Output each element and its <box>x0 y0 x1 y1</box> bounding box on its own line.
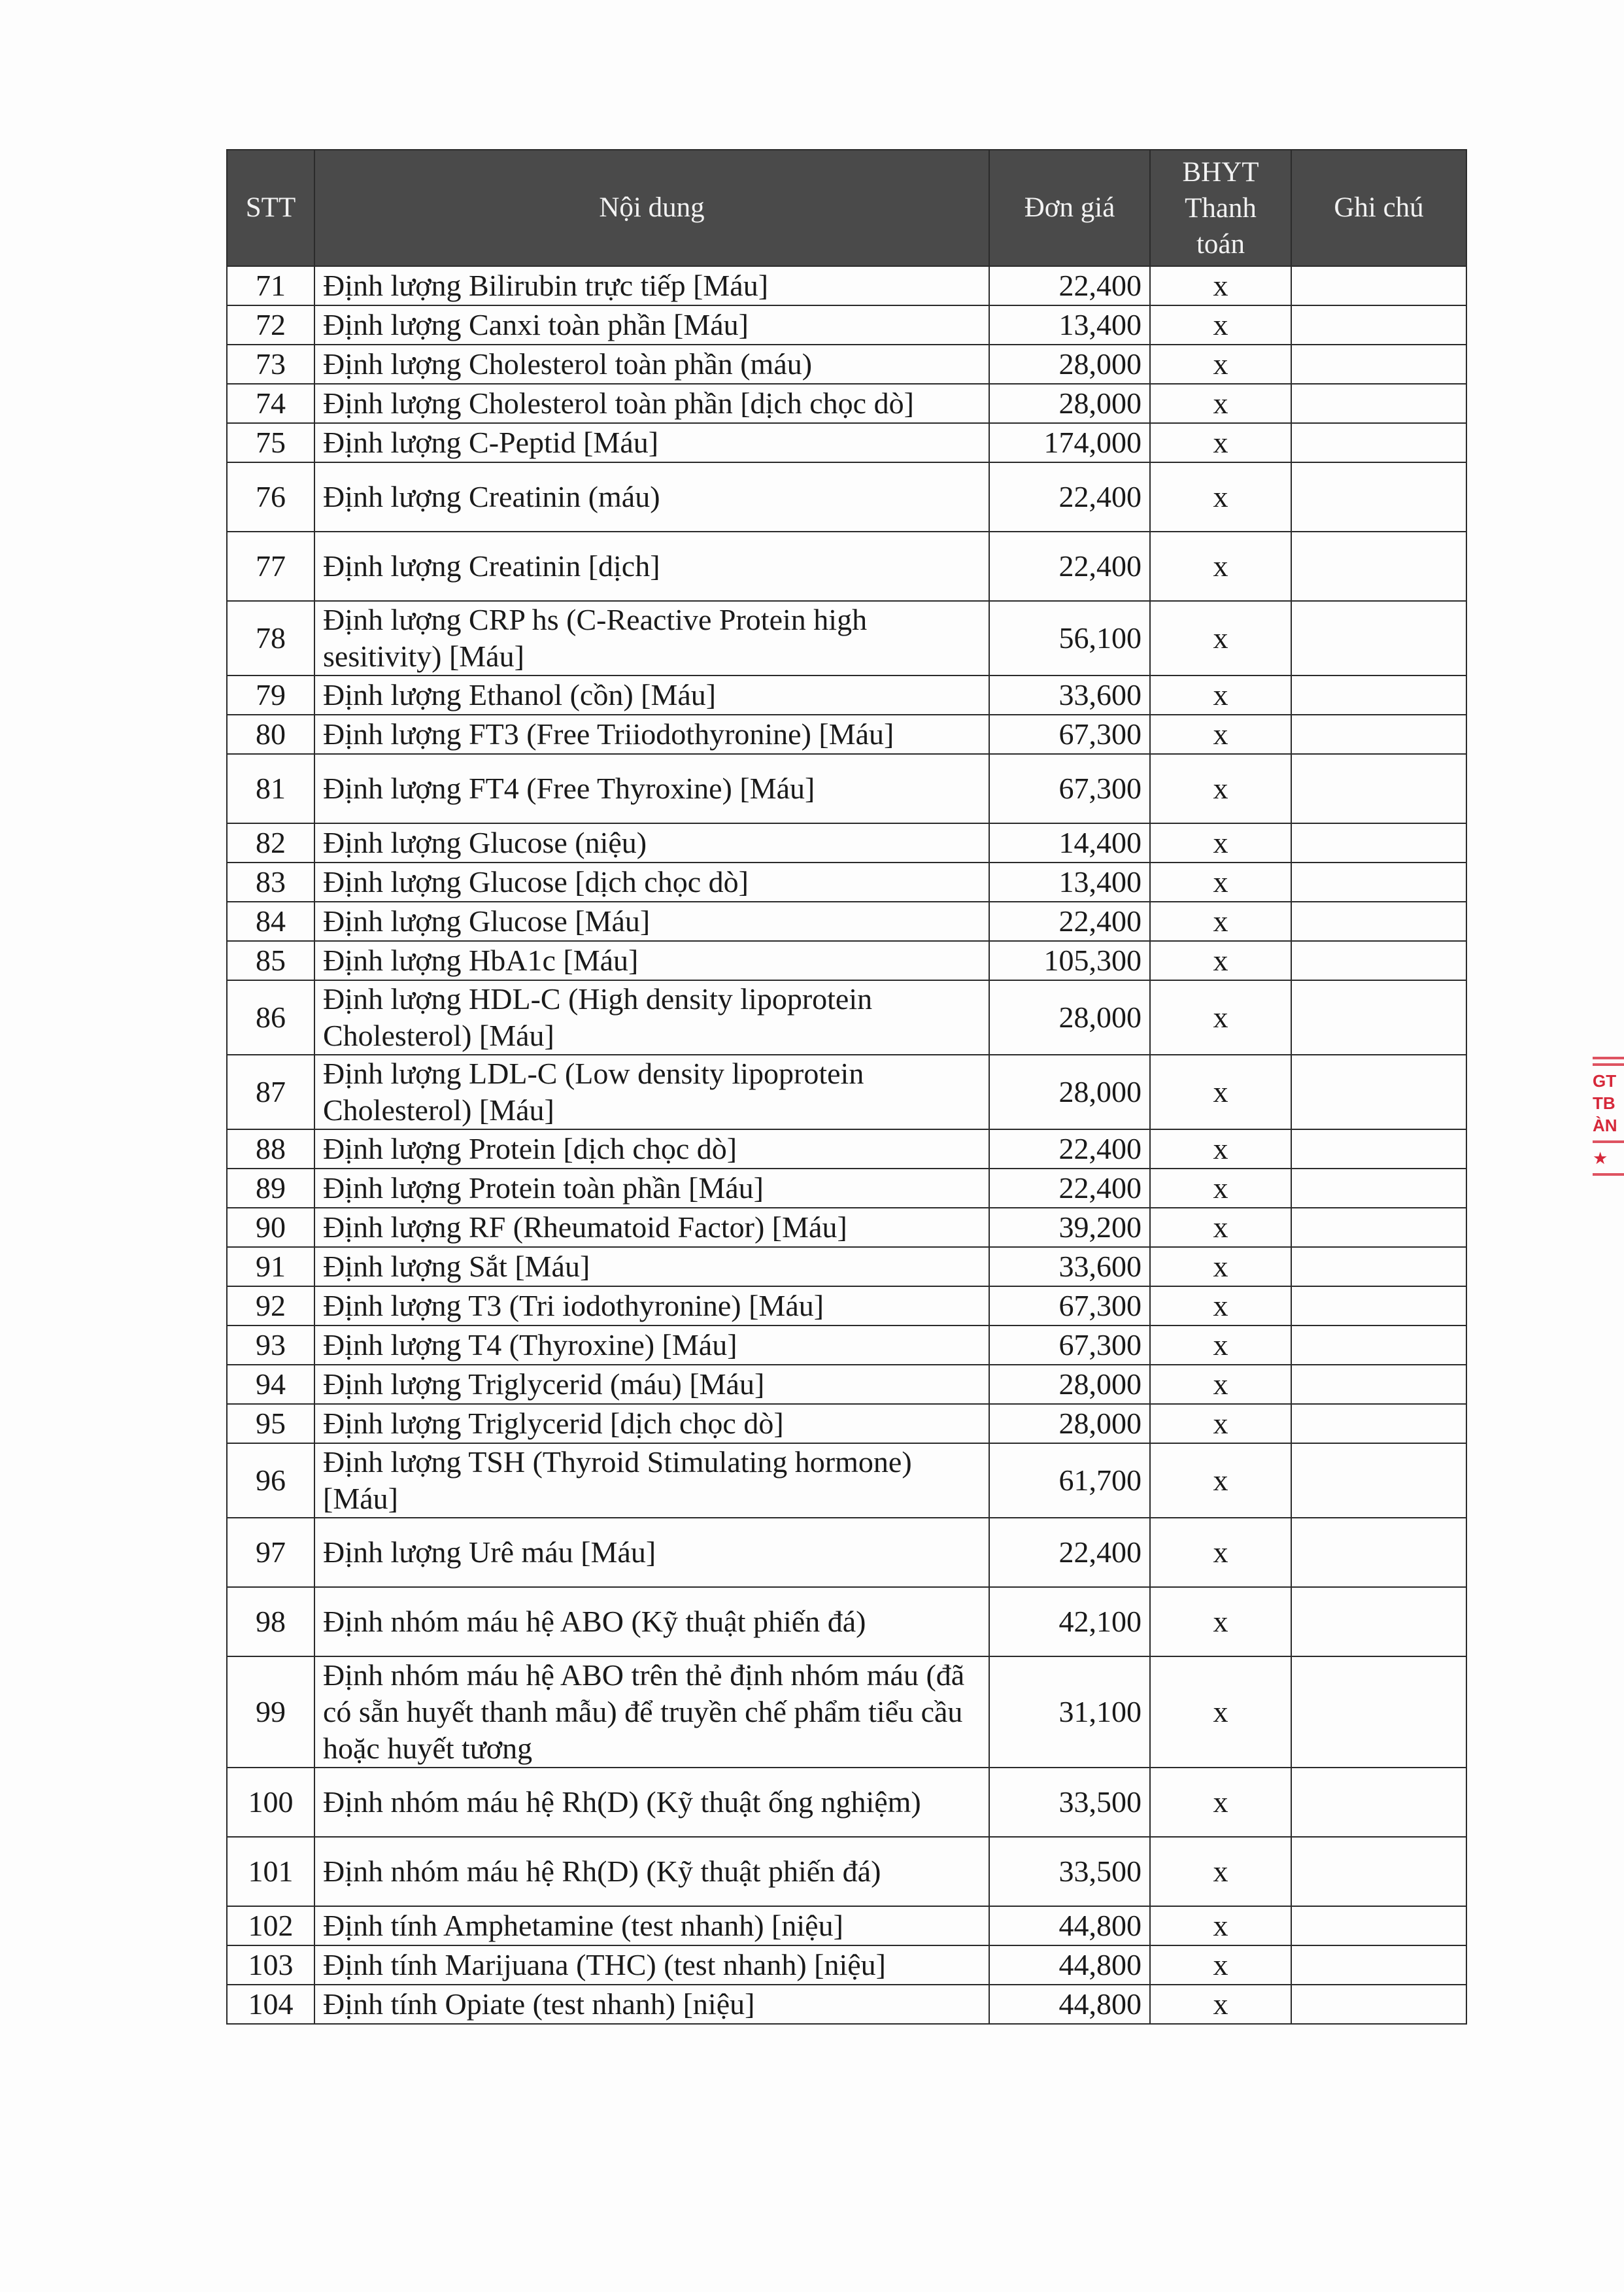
cell-note <box>1291 1985 1466 2024</box>
table-row <box>227 676 1466 715</box>
header-bhyt <box>1150 150 1291 266</box>
cell-stt: 82 <box>227 823 314 863</box>
cell-note <box>1291 1208 1466 1247</box>
cell-price: 14,400 <box>989 823 1150 863</box>
cell-bhyt: x <box>1150 1129 1291 1169</box>
header-note: Ghi chú <box>1291 150 1466 266</box>
cell-note <box>1291 1286 1466 1326</box>
cell-bhyt: x <box>1150 823 1291 863</box>
cell-price: 22,400 <box>989 532 1150 601</box>
cell-note <box>1291 1055 1466 1129</box>
cell-stt: 78 <box>227 601 314 676</box>
cell-name: Định lượng RF (Rheumatoid Factor) [Máu] <box>314 1208 989 1247</box>
table-row <box>227 601 1466 676</box>
cell-name: Định nhóm máu hệ ABO (Kỹ thuật phiến đá) <box>314 1587 989 1656</box>
cell-bhyt: x <box>1150 980 1291 1055</box>
table-row <box>227 1656 1466 1768</box>
cell-price: 28,000 <box>989 1055 1150 1129</box>
cell-stt: 89 <box>227 1169 314 1208</box>
cell-bhyt: x <box>1150 902 1291 941</box>
table-row <box>227 266 1466 305</box>
table-row <box>227 1247 1466 1286</box>
header-bhyt-line: toán <box>1196 228 1245 260</box>
table-row <box>227 1404 1466 1443</box>
cell-note <box>1291 1768 1466 1837</box>
cell-note <box>1291 941 1466 980</box>
cell-bhyt: x <box>1150 1837 1291 1906</box>
cell-stt: 98 <box>227 1587 314 1656</box>
cell-note <box>1291 1587 1466 1656</box>
cell-note <box>1291 1656 1466 1768</box>
cell-name: Định lượng Cholesterol toàn phần (máu) <box>314 345 989 384</box>
cell-price: 56,100 <box>989 601 1150 676</box>
cell-name: Định lượng Glucose [dịch chọc dò] <box>314 863 989 902</box>
cell-stt: 80 <box>227 715 314 754</box>
cell-bhyt: x <box>1150 266 1291 305</box>
cell-note <box>1291 1326 1466 1365</box>
stamp-text: GT <box>1593 1071 1617 1091</box>
cell-price: 33,600 <box>989 676 1150 715</box>
table-row <box>227 1837 1466 1906</box>
table-row <box>227 1518 1466 1587</box>
cell-price: 33,500 <box>989 1837 1150 1906</box>
cell-note <box>1291 384 1466 423</box>
table-row <box>227 1768 1466 1837</box>
table-row <box>227 1286 1466 1326</box>
cell-note <box>1291 423 1466 462</box>
cell-stt: 83 <box>227 863 314 902</box>
cell-stt: 76 <box>227 462 314 532</box>
cell-bhyt: x <box>1150 384 1291 423</box>
cell-name: Định lượng Glucose [Máu] <box>314 902 989 941</box>
table-row <box>227 345 1466 384</box>
cell-bhyt: x <box>1150 1656 1291 1768</box>
table-row <box>227 902 1466 941</box>
cell-name: Định nhóm máu hệ Rh(D) (Kỹ thuật ống nghiệm) <box>314 1768 989 1837</box>
cell-price: 174,000 <box>989 423 1150 462</box>
cell-stt: 72 <box>227 305 314 345</box>
cell-price: 42,100 <box>989 1587 1150 1656</box>
cell-price: 44,800 <box>989 1985 1150 2024</box>
cell-price: 44,800 <box>989 1906 1150 1945</box>
cell-note <box>1291 345 1466 384</box>
cell-note <box>1291 1247 1466 1286</box>
cell-stt: 92 <box>227 1286 314 1326</box>
table-row <box>227 980 1466 1055</box>
cell-name: Định lượng Protein toàn phần [Máu] <box>314 1169 989 1208</box>
red-stamp-fragment <box>1593 1053 1624 1327</box>
cell-name: Định lượng Triglycerid [dịch chọc dò] <box>314 1404 989 1443</box>
cell-name: Định lượng Creatinin (máu) <box>314 462 989 532</box>
cell-note <box>1291 1404 1466 1443</box>
cell-price: 28,000 <box>989 1404 1150 1443</box>
cell-note <box>1291 676 1466 715</box>
stamp-line <box>1593 1173 1624 1176</box>
cell-stt: 93 <box>227 1326 314 1365</box>
cell-stt: 102 <box>227 1906 314 1945</box>
cell-name: Định lượng Triglycerid (máu) [Máu] <box>314 1365 989 1404</box>
cell-name: Định lượng Glucose (niệu) <box>314 823 989 863</box>
cell-name: Định lượng CRP hs (C-Reactive Protein high sesitivity) [Máu] <box>314 601 989 676</box>
stamp-star-icon: ★ <box>1593 1148 1608 1168</box>
cell-bhyt: x <box>1150 676 1291 715</box>
cell-note <box>1291 1365 1466 1404</box>
stamp-line <box>1593 1063 1624 1066</box>
table-row <box>227 941 1466 980</box>
cell-bhyt: x <box>1150 715 1291 754</box>
table-row <box>227 462 1466 532</box>
cell-name: Định lượng Urê máu [Máu] <box>314 1518 989 1587</box>
cell-stt: 74 <box>227 384 314 423</box>
cell-price: 22,400 <box>989 266 1150 305</box>
cell-name: Định lượng TSH (Thyroid Stimulating hormone) [Máu] <box>314 1443 989 1518</box>
cell-bhyt: x <box>1150 1055 1291 1129</box>
cell-bhyt: x <box>1150 1404 1291 1443</box>
cell-bhyt: x <box>1150 1518 1291 1587</box>
cell-stt: 77 <box>227 532 314 601</box>
cell-note <box>1291 305 1466 345</box>
cell-name: Định tính Marijuana (THC) (test nhanh) [niệu] <box>314 1945 989 1985</box>
cell-name: Định tính Amphetamine (test nhanh) [niệu] <box>314 1906 989 1945</box>
cell-note <box>1291 266 1466 305</box>
cell-stt: 81 <box>227 754 314 823</box>
header-stt: STT <box>227 150 314 266</box>
cell-price: 67,300 <box>989 754 1150 823</box>
stamp-text: ÀN <box>1593 1116 1617 1135</box>
cell-name: Định lượng Canxi toàn phần [Máu] <box>314 305 989 345</box>
cell-name: Định nhóm máu hệ ABO trên thẻ định nhóm máu (đã có sẵn huyết thanh mẫu) để truyền chế phẩm tiểu cầu hoặc huyết tương <box>314 1656 989 1768</box>
cell-note <box>1291 1945 1466 1985</box>
cell-stt: 94 <box>227 1365 314 1404</box>
cell-price: 44,800 <box>989 1945 1150 1985</box>
cell-bhyt: x <box>1150 1906 1291 1945</box>
table-row <box>227 1208 1466 1247</box>
cell-note <box>1291 902 1466 941</box>
cell-name: Định lượng T3 (Tri iodothyronine) [Máu] <box>314 1286 989 1326</box>
cell-price: 61,700 <box>989 1443 1150 1518</box>
cell-stt: 91 <box>227 1247 314 1286</box>
stamp-line <box>1593 1057 1624 1059</box>
cell-name: Định lượng Creatinin [dịch] <box>314 532 989 601</box>
cell-bhyt: x <box>1150 462 1291 532</box>
cell-price: 22,400 <box>989 1518 1150 1587</box>
header-bhyt-line: BHYT <box>1182 156 1259 188</box>
cell-note <box>1291 1129 1466 1169</box>
cell-price: 39,200 <box>989 1208 1150 1247</box>
cell-name: Định nhóm máu hệ Rh(D) (Kỹ thuật phiến đá) <box>314 1837 989 1906</box>
cell-stt: 79 <box>227 676 314 715</box>
cell-bhyt: x <box>1150 1247 1291 1286</box>
cell-stt: 97 <box>227 1518 314 1587</box>
cell-stt: 73 <box>227 345 314 384</box>
cell-note <box>1291 1518 1466 1587</box>
cell-bhyt: x <box>1150 532 1291 601</box>
table-row <box>227 1985 1466 2024</box>
header-price: Đơn giá <box>989 150 1150 266</box>
cell-stt: 90 <box>227 1208 314 1247</box>
table-body <box>227 266 1466 2024</box>
table-row <box>227 305 1466 345</box>
cell-price: 13,400 <box>989 863 1150 902</box>
table-row <box>227 384 1466 423</box>
table-row <box>227 1129 1466 1169</box>
cell-stt: 84 <box>227 902 314 941</box>
cell-price: 13,400 <box>989 305 1150 345</box>
cell-stt: 99 <box>227 1656 314 1768</box>
cell-note <box>1291 823 1466 863</box>
stamp-text: TB <box>1593 1093 1616 1113</box>
cell-bhyt: x <box>1150 423 1291 462</box>
cell-stt: 86 <box>227 980 314 1055</box>
table-row <box>227 1443 1466 1518</box>
cell-name: Định lượng T4 (Thyroxine) [Máu] <box>314 1326 989 1365</box>
cell-stt: 103 <box>227 1945 314 1985</box>
cell-note <box>1291 1169 1466 1208</box>
cell-price: 33,600 <box>989 1247 1150 1286</box>
table-row <box>227 1326 1466 1365</box>
cell-bhyt: x <box>1150 863 1291 902</box>
cell-note <box>1291 601 1466 676</box>
cell-name: Định lượng FT3 (Free Triiodothyronine) [Máu] <box>314 715 989 754</box>
cell-price: 67,300 <box>989 1326 1150 1365</box>
header-name: Nội dung <box>314 150 989 266</box>
table-row <box>227 715 1466 754</box>
cell-stt: 95 <box>227 1404 314 1443</box>
table-row <box>227 532 1466 601</box>
cell-price: 28,000 <box>989 384 1150 423</box>
table-row <box>227 1906 1466 1945</box>
cell-note <box>1291 462 1466 532</box>
cell-name: Định lượng FT4 (Free Thyroxine) [Máu] <box>314 754 989 823</box>
table-row <box>227 423 1466 462</box>
cell-price: 22,400 <box>989 1169 1150 1208</box>
cell-price: 22,400 <box>989 1129 1150 1169</box>
cell-bhyt: x <box>1150 1365 1291 1404</box>
cell-bhyt: x <box>1150 941 1291 980</box>
table-row <box>227 823 1466 863</box>
cell-stt: 87 <box>227 1055 314 1129</box>
cell-price: 31,100 <box>989 1656 1150 1768</box>
cell-bhyt: x <box>1150 1587 1291 1656</box>
header-bhyt-line: Thanh <box>1185 192 1257 224</box>
table-header <box>227 150 1466 266</box>
cell-name: Định lượng Protein [dịch chọc dò] <box>314 1129 989 1169</box>
cell-price: 33,500 <box>989 1768 1150 1837</box>
cell-bhyt: x <box>1150 1208 1291 1247</box>
cell-price: 105,300 <box>989 941 1150 980</box>
cell-stt: 88 <box>227 1129 314 1169</box>
table-row <box>227 1169 1466 1208</box>
cell-note <box>1291 715 1466 754</box>
cell-bhyt: x <box>1150 601 1291 676</box>
cell-bhyt: x <box>1150 754 1291 823</box>
cell-price: 28,000 <box>989 980 1150 1055</box>
cell-stt: 85 <box>227 941 314 980</box>
table-row <box>227 863 1466 902</box>
cell-note <box>1291 1906 1466 1945</box>
cell-note <box>1291 1837 1466 1906</box>
cell-note <box>1291 980 1466 1055</box>
cell-bhyt: x <box>1150 1945 1291 1985</box>
cell-note <box>1291 863 1466 902</box>
table-row <box>227 1945 1466 1985</box>
cell-bhyt: x <box>1150 305 1291 345</box>
cell-price: 22,400 <box>989 462 1150 532</box>
cell-stt: 96 <box>227 1443 314 1518</box>
stamp-line <box>1593 1140 1624 1143</box>
table-row <box>227 1365 1466 1404</box>
cell-price: 67,300 <box>989 1286 1150 1326</box>
cell-note <box>1291 532 1466 601</box>
cell-stt: 104 <box>227 1985 314 2024</box>
cell-bhyt: x <box>1150 1326 1291 1365</box>
table-row <box>227 1587 1466 1656</box>
table-row <box>227 1055 1466 1129</box>
cell-name: Định lượng Ethanol (cồn) [Máu] <box>314 676 989 715</box>
cell-stt: 71 <box>227 266 314 305</box>
cell-name: Định lượng Bilirubin trực tiếp [Máu] <box>314 266 989 305</box>
cell-name: Định lượng HDL-C (High density lipoprotein Cholesterol) [Máu] <box>314 980 989 1055</box>
cell-bhyt: x <box>1150 1768 1291 1837</box>
cell-stt: 100 <box>227 1768 314 1837</box>
cell-price: 67,300 <box>989 715 1150 754</box>
cell-name: Định lượng LDL-C (Low density lipoprotein Cholesterol) [Máu] <box>314 1055 989 1129</box>
cell-bhyt: x <box>1150 1286 1291 1326</box>
cell-price: 28,000 <box>989 345 1150 384</box>
cell-price: 22,400 <box>989 902 1150 941</box>
cell-note <box>1291 1443 1466 1518</box>
cell-name: Định lượng HbA1c [Máu] <box>314 941 989 980</box>
price-table <box>226 149 1467 2025</box>
cell-note <box>1291 754 1466 823</box>
cell-price: 28,000 <box>989 1365 1150 1404</box>
cell-stt: 101 <box>227 1837 314 1906</box>
cell-name: Định lượng Cholesterol toàn phần [dịch chọc dò] <box>314 384 989 423</box>
cell-bhyt: x <box>1150 345 1291 384</box>
cell-name: Định lượng C-Peptid [Máu] <box>314 423 989 462</box>
cell-bhyt: x <box>1150 1985 1291 2024</box>
table-row <box>227 754 1466 823</box>
cell-name: Định tính Opiate (test nhanh) [niệu] <box>314 1985 989 2024</box>
cell-stt: 75 <box>227 423 314 462</box>
cell-name: Định lượng Sắt [Máu] <box>314 1247 989 1286</box>
cell-bhyt: x <box>1150 1443 1291 1518</box>
cell-bhyt: x <box>1150 1169 1291 1208</box>
